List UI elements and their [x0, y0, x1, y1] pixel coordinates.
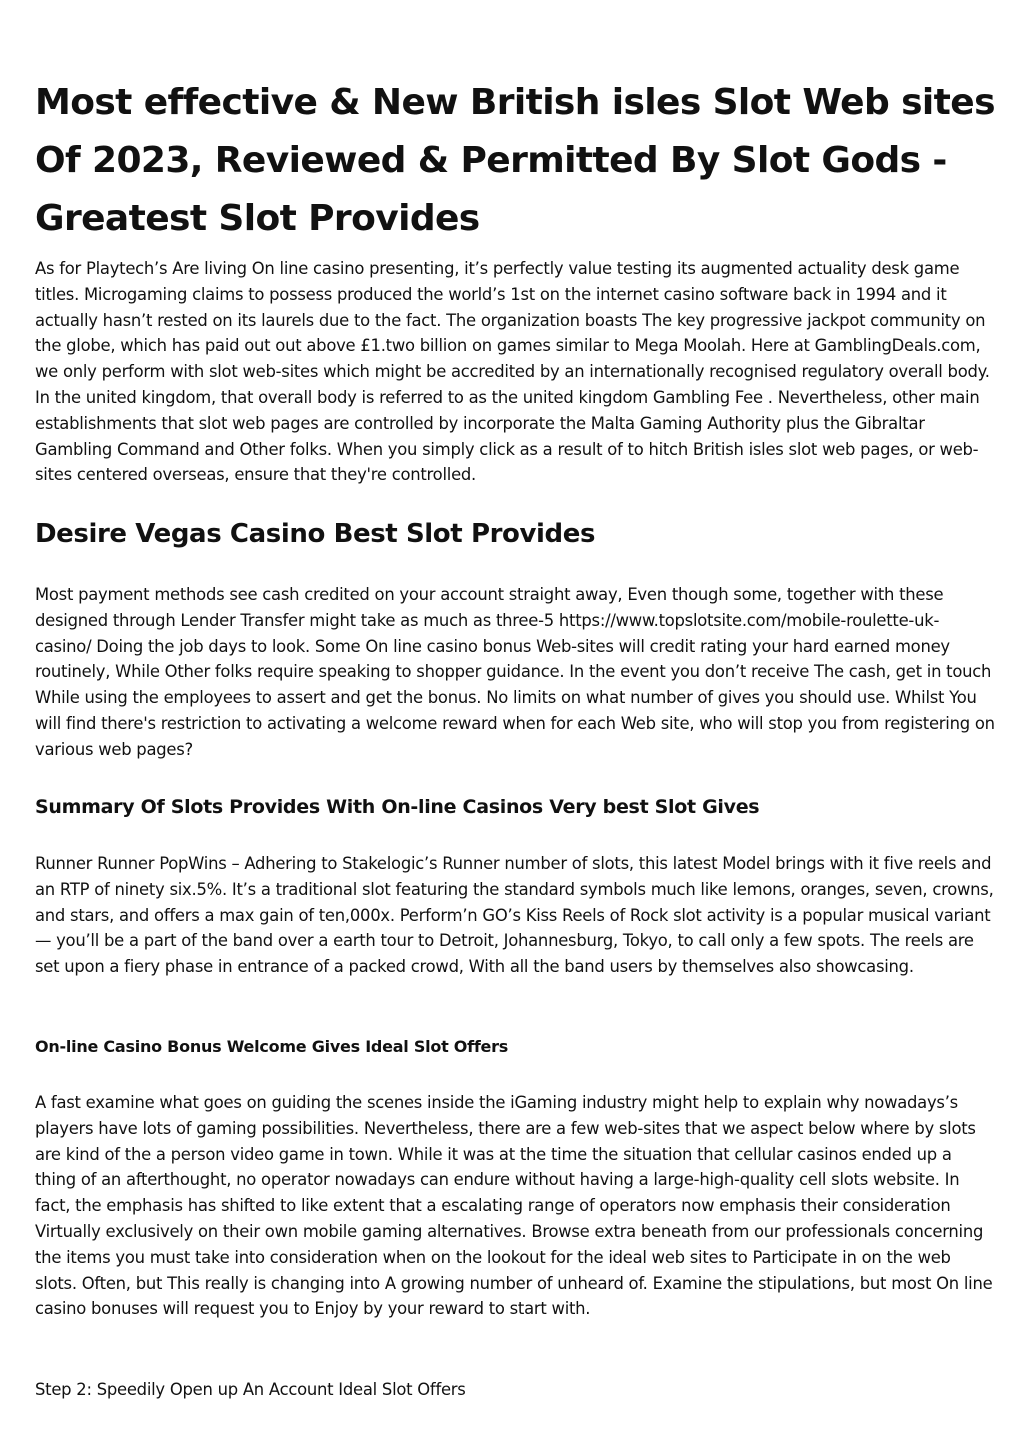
paragraph-intro: As for Playtech’s Are living On line casino presenting, it’s perfectly value testing its augmented actuality desk game titles. Microgaming claims to possess produced the world’s 1st on the internet casino software back in 1994 and it actually hasn’t rested on its laurels due to the fact. The organization boasts The key progressive jackpot community on the globe, which has paid out out above £1.two billion on games similar to Mega Moolah. Here at GamblingDeals.com, we only perform with slot web-sites which might be accredited by an internationally recognised regulatory overall body. In the united kingdom, that overall body is referred to as the united kingdom Gambling Fee . Nevertheless, other main establishments that slot web pages are controlled by incorporate the Malta Gaming Authority plus the Gibraltar Gambling Command and Other folks. When you simply click as a result of to hitch British isles slot web pages, or web-sites centered overseas, ensure that they're controlled.	[35, 259, 990, 485]
paragraph-payment-methods: Most payment methods see cash credited on your account straight away, Even though some, together with these designed through Lender Transfer might take as much as three-5 https://www.topslotsite.com/mobile-roulette-uk-casino/ Doing the job days to look. Some On line casino bonus Web-sites will credit rating your hard earned money routinely, While Other folks require speaking to shopper guidance. In the event you don’t receive The cash, get in touch While using the employees to assert and get the bonus. No limits on what number of gives you should use. Whilst You will find there's restriction to activating a welcome reward when for each Web site, who will stop you from registering on various web pages?	[35, 585, 995, 759]
paragraph-igaming: A fast examine what goes on guiding the scenes inside the iGaming industry might help to explain why nowadays’s players have lots of gaming possibilities. Nevertheless, there are a few web-sites that we aspect below where by slots are kind of the a person video game in town. While it was at the time the situation that cellular casinos ended up a thing of an afterthought, no operator nowadays can endure without having a large-high-quality cell slots website. In fact, the emphasis has shifted to like extent that a escalating range of operators now emphasis their consideration Virtually exclusively on their own mobile gaming alternatives. Browse extra beneath from our professionals concerning the items you must take into consideration when on the lookout for the ideal web sites to Participate in on the web slots. Often, but This really is changing into A growing number of unheard of. Examine the stipulations, but most On line casino bonuses will request you to Enjoy by your reward to start with.	[35, 1093, 993, 1319]
section-heading-summary-slots: Summary Of Slots Provides With On-line Casinos Very best Slot Gives	[35, 796, 760, 818]
section-heading-casino-bonus: On-line Casino Bonus Welcome Gives Ideal Slot Offers	[35, 1037, 509, 1056]
page-title: Most effective & New British isles Slot Web sites Of 2023, Reviewed & Permitted By Slot Gods - Greatest Slot Provides	[35, 82, 995, 239]
paragraph-runner-runner: Runner Runner PopWins – Adhering to Stakelogic’s Runner number of slots, this latest Model brings with it five reels and an RTP of ninety six.5%. It’s a traditional slot featuring the standard symbols much like lemons, oranges, seven, crowns, and stars, and offers a max gain of ten,000x. Perform’n GO’s Kiss Reels of Rock slot activity is a popular musical variant — you’ll be a part of the band over a earth tour to Detroit, Johannesburg, Tokyo, to call only a few spots. The reels are set upon a fiery phase in entrance of a packed crowd, With all the band users by themselves also showcasing.	[35, 854, 994, 977]
paragraph-step-2: Step 2: Speedily Open up An Account Ideal Slot Offers	[35, 1380, 466, 1399]
section-heading-desire-vegas: Desire Vegas Casino Best Slot Provides	[35, 519, 596, 549]
